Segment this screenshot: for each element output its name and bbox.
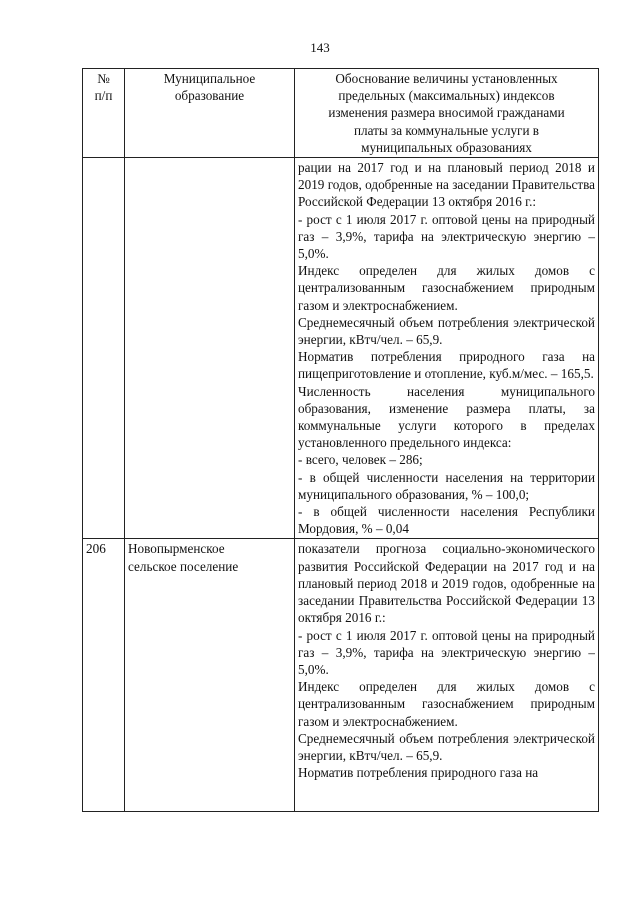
cell-number-empty [83, 158, 125, 539]
cell-basis-continued: рации на 2017 год и на плановый период 2018 и 2019 годов, одобренные на заседании Правительства Российской Федерации 13 октября 2016 г.: - рост с 1 июля 2017 г. оптовой цены на природный газ – 3,9%, тарифа на электрическую энергию – 5,0%. Индекс определен для жилых домов с централизованным газоснабжением природным газом и электроснабжением. Среднемесячный объем потребления электрической энергии, кВтч/чел. – 65,9. Норматив потребления природного газа на пищеприготовление и отопление, куб.м/мес. – 165,5. Численность населения муниципального образования, изменение размера платы, за коммунальные услуги которого в пределах установленного предельного индекса: - всего, человек – 286; - в общей численности населения на территории муниципального образования, % – 100,0; - в общей численности населения Республики Мордовия, % – 0,04 [295, 158, 599, 539]
table-row-continued [83, 158, 599, 539]
tariff-index-table [82, 68, 599, 812]
page-number: 143 [310, 40, 330, 55]
row-number: 206 [83, 539, 125, 812]
header-basis: Обоснование величины установленных предельных (максимальных) индексов изменения размера вносимой гражданами платы за коммунальные услуги в муниципальных образованиях [295, 69, 599, 158]
row-basis: показатели прогноза социально-экономического развития Российской Федерации на 2017 год и на плановый период 2018 и 2019 годов, одобренные на заседании Правительства Российской Федерации 13 октября 2016 г.: - рост с 1 июля 2017 г. оптовой цены на природный газ – 3,9%, тарифа на электрическую энергию – 5,0%. Индекс определен для жилых домов с централизованным газоснабжением природным газом и электроснабжением. Среднемесячный объем потребления электрической энергии, кВтч/чел. – 65,9. Норматив потребления природного газа на [295, 539, 599, 812]
header-number: № п/п [83, 69, 125, 158]
table-header-row [83, 69, 599, 158]
table-row [83, 539, 599, 812]
row-municipality: Новопырменское сельское поселение [125, 539, 295, 812]
header-municipality: Муниципальное образование [125, 69, 295, 158]
cell-municipality-empty [125, 158, 295, 539]
